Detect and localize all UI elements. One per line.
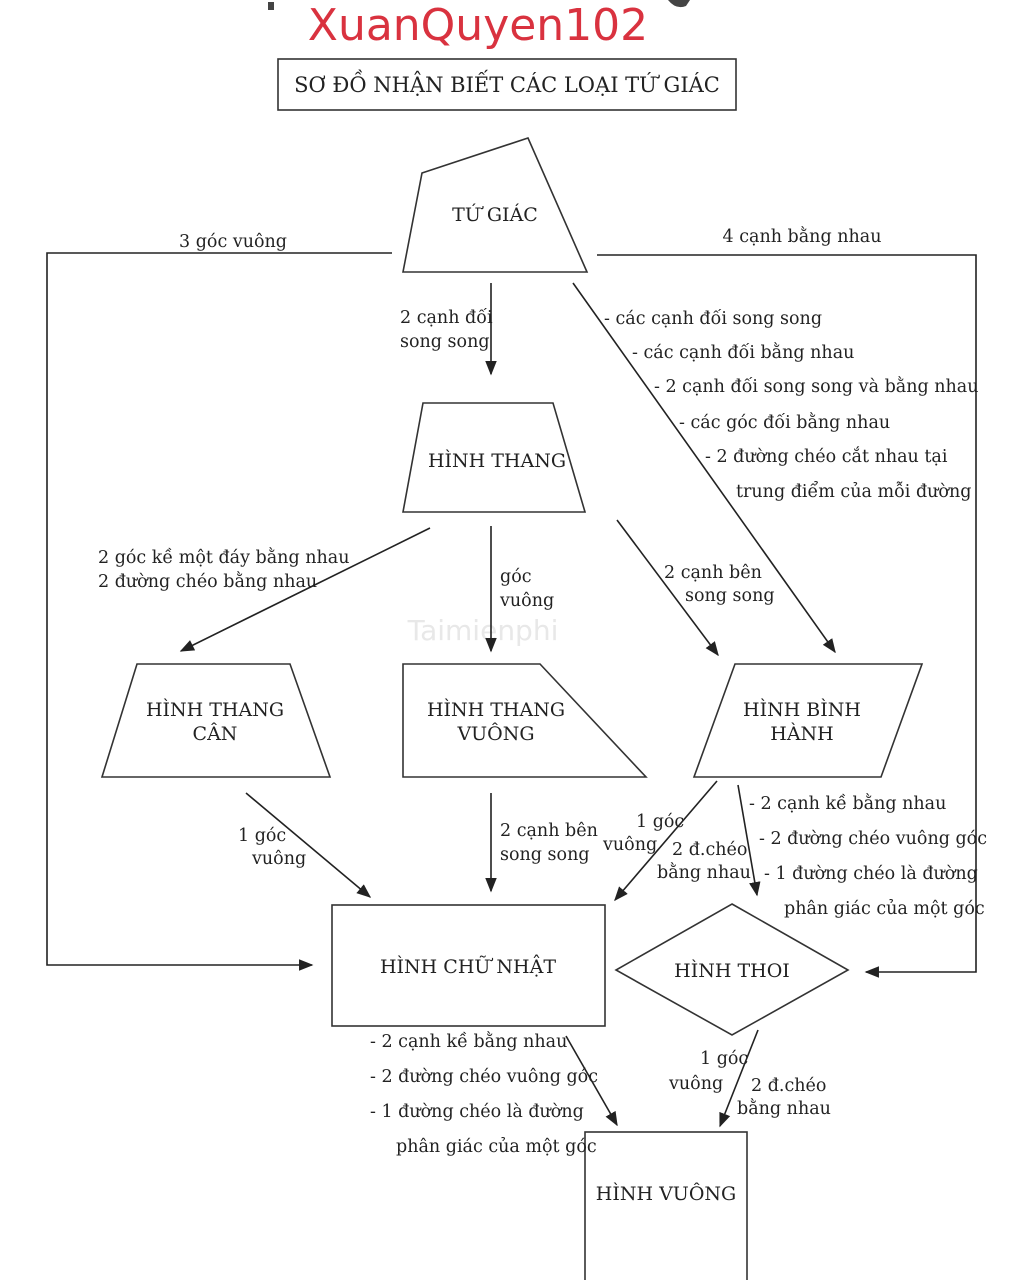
label-thang-thangcan-2: 2 đường chéo bằng nhau <box>98 572 318 592</box>
node-thang-can-line1: HÌNH THANG <box>145 699 285 721</box>
label-thoi-vuong-b-2: bằng nhau <box>737 1099 831 1119</box>
label-tugiac-binhhanh-6: trung điểm của mỗi đường <box>736 482 972 502</box>
label-thang-thangvuong-2: vuông <box>500 591 555 611</box>
label-binhhanh-thoi-2: - 2 đường chéo vuông góc <box>759 829 988 849</box>
node-hinh-thang-vuong <box>403 664 646 777</box>
label-tugiac-thoi: 4 cạnh bằng nhau <box>722 227 882 247</box>
node-hinh-binh-hanh <box>694 664 922 777</box>
node-hinh-thang <box>403 403 585 512</box>
label-binhhanh-thoi-4: phân giác của một góc <box>784 899 985 919</box>
label-chunhat-vuong-4: phân giác của một góc <box>396 1137 597 1157</box>
label-thoi-vuong-b-1: 2 đ.chéo <box>751 1076 827 1096</box>
node-tu-giac <box>403 138 587 272</box>
label-thoi-vuong-a-1: 1 góc <box>700 1049 749 1069</box>
edge-tugiac-chunhat <box>47 253 392 965</box>
title-box <box>278 59 736 110</box>
label-binhhanh-chunhat-b-2: bằng nhau <box>657 863 751 883</box>
node-tu-giac-label: TỨ GIÁC <box>452 204 538 226</box>
label-tugiac-binhhanh-3: - 2 cạnh đối song song và bằng nhau <box>654 377 979 397</box>
label-tugiac-thang-1: 2 cạnh đối <box>400 308 493 328</box>
node-thang-can-line2: CÂN <box>192 723 238 745</box>
label-binhhanh-thoi-1: - 2 cạnh kề bằng nhau <box>749 794 947 814</box>
node-binh-hanh-line2: HÀNH <box>770 723 834 745</box>
label-thoi-vuong-a-2: vuông <box>669 1074 724 1094</box>
node-binh-hanh-line1: HÌNH BÌNH <box>743 699 861 721</box>
label-thang-thangcan-1: 2 góc kề một đáy bằng nhau <box>98 548 350 568</box>
watermark-logo: XuanQuyen102 <box>307 0 649 51</box>
label-chunhat-vuong-1: - 2 cạnh kề bằng nhau <box>370 1032 568 1052</box>
label-thang-binhhanh-1: 2 cạnh bên <box>664 563 762 583</box>
label-binhhanh-chunhat-b-1: 2 đ.chéo <box>672 840 748 860</box>
node-hinh-thoi <box>616 904 848 1035</box>
node-vuong-label: HÌNH VUÔNG <box>595 1183 737 1205</box>
label-binhhanh-thoi-3: - 1 đường chéo là đường <box>764 864 978 884</box>
node-thoi-label: HÌNH THOI <box>674 960 790 982</box>
node-thang-vuong-line2: VUÔNG <box>457 723 535 745</box>
node-thang-vuong-line1: HÌNH THANG <box>426 699 566 721</box>
label-chunhat-vuong-2: - 2 đường chéo vuông góc <box>370 1067 599 1087</box>
label-binhhanh-chunhat-a-2: vuông <box>603 835 658 855</box>
label-tugiac-binhhanh-5: - 2 đường chéo cắt nhau tại <box>705 447 948 467</box>
label-thangvuong-chunhat-1: 2 cạnh bên <box>500 821 598 841</box>
node-hinh-thang-label: HÌNH THANG <box>427 450 567 472</box>
label-thangcan-chunhat-1: 1 góc <box>238 826 287 846</box>
label-tugiac-binhhanh-4: - các góc đối bằng nhau <box>679 413 891 433</box>
label-thang-binhhanh-2: song song <box>685 586 775 606</box>
label-binhhanh-chunhat-a-1: 1 góc <box>636 812 685 832</box>
node-hinh-thang-can <box>102 664 330 777</box>
label-tugiac-thang-2: song song <box>400 332 490 352</box>
label-tugiac-binhhanh-2: - các cạnh đối bằng nhau <box>632 343 855 363</box>
label-thangcan-chunhat-2: vuông <box>252 849 307 869</box>
diagram-title: SƠ ĐỒ NHẬN BIẾT CÁC LOẠI TỨ GIÁC <box>294 73 720 97</box>
label-tugiac-binhhanh-1: - các cạnh đối song song <box>604 309 823 329</box>
node-chu-nhat-label: HÌNH CHỮ NHẬT <box>379 956 557 978</box>
node-hinh-chu-nhat <box>332 905 605 1026</box>
label-tugiac-chunhat: 3 góc vuông <box>179 232 287 252</box>
label-thang-thangvuong-1: góc <box>500 567 532 587</box>
faint-watermark: Taimienphi <box>407 614 559 647</box>
label-thangvuong-chunhat-2: song song <box>500 845 590 865</box>
label-chunhat-vuong-3: - 1 đường chéo là đường <box>370 1102 584 1122</box>
node-hinh-vuong <box>585 1132 747 1280</box>
